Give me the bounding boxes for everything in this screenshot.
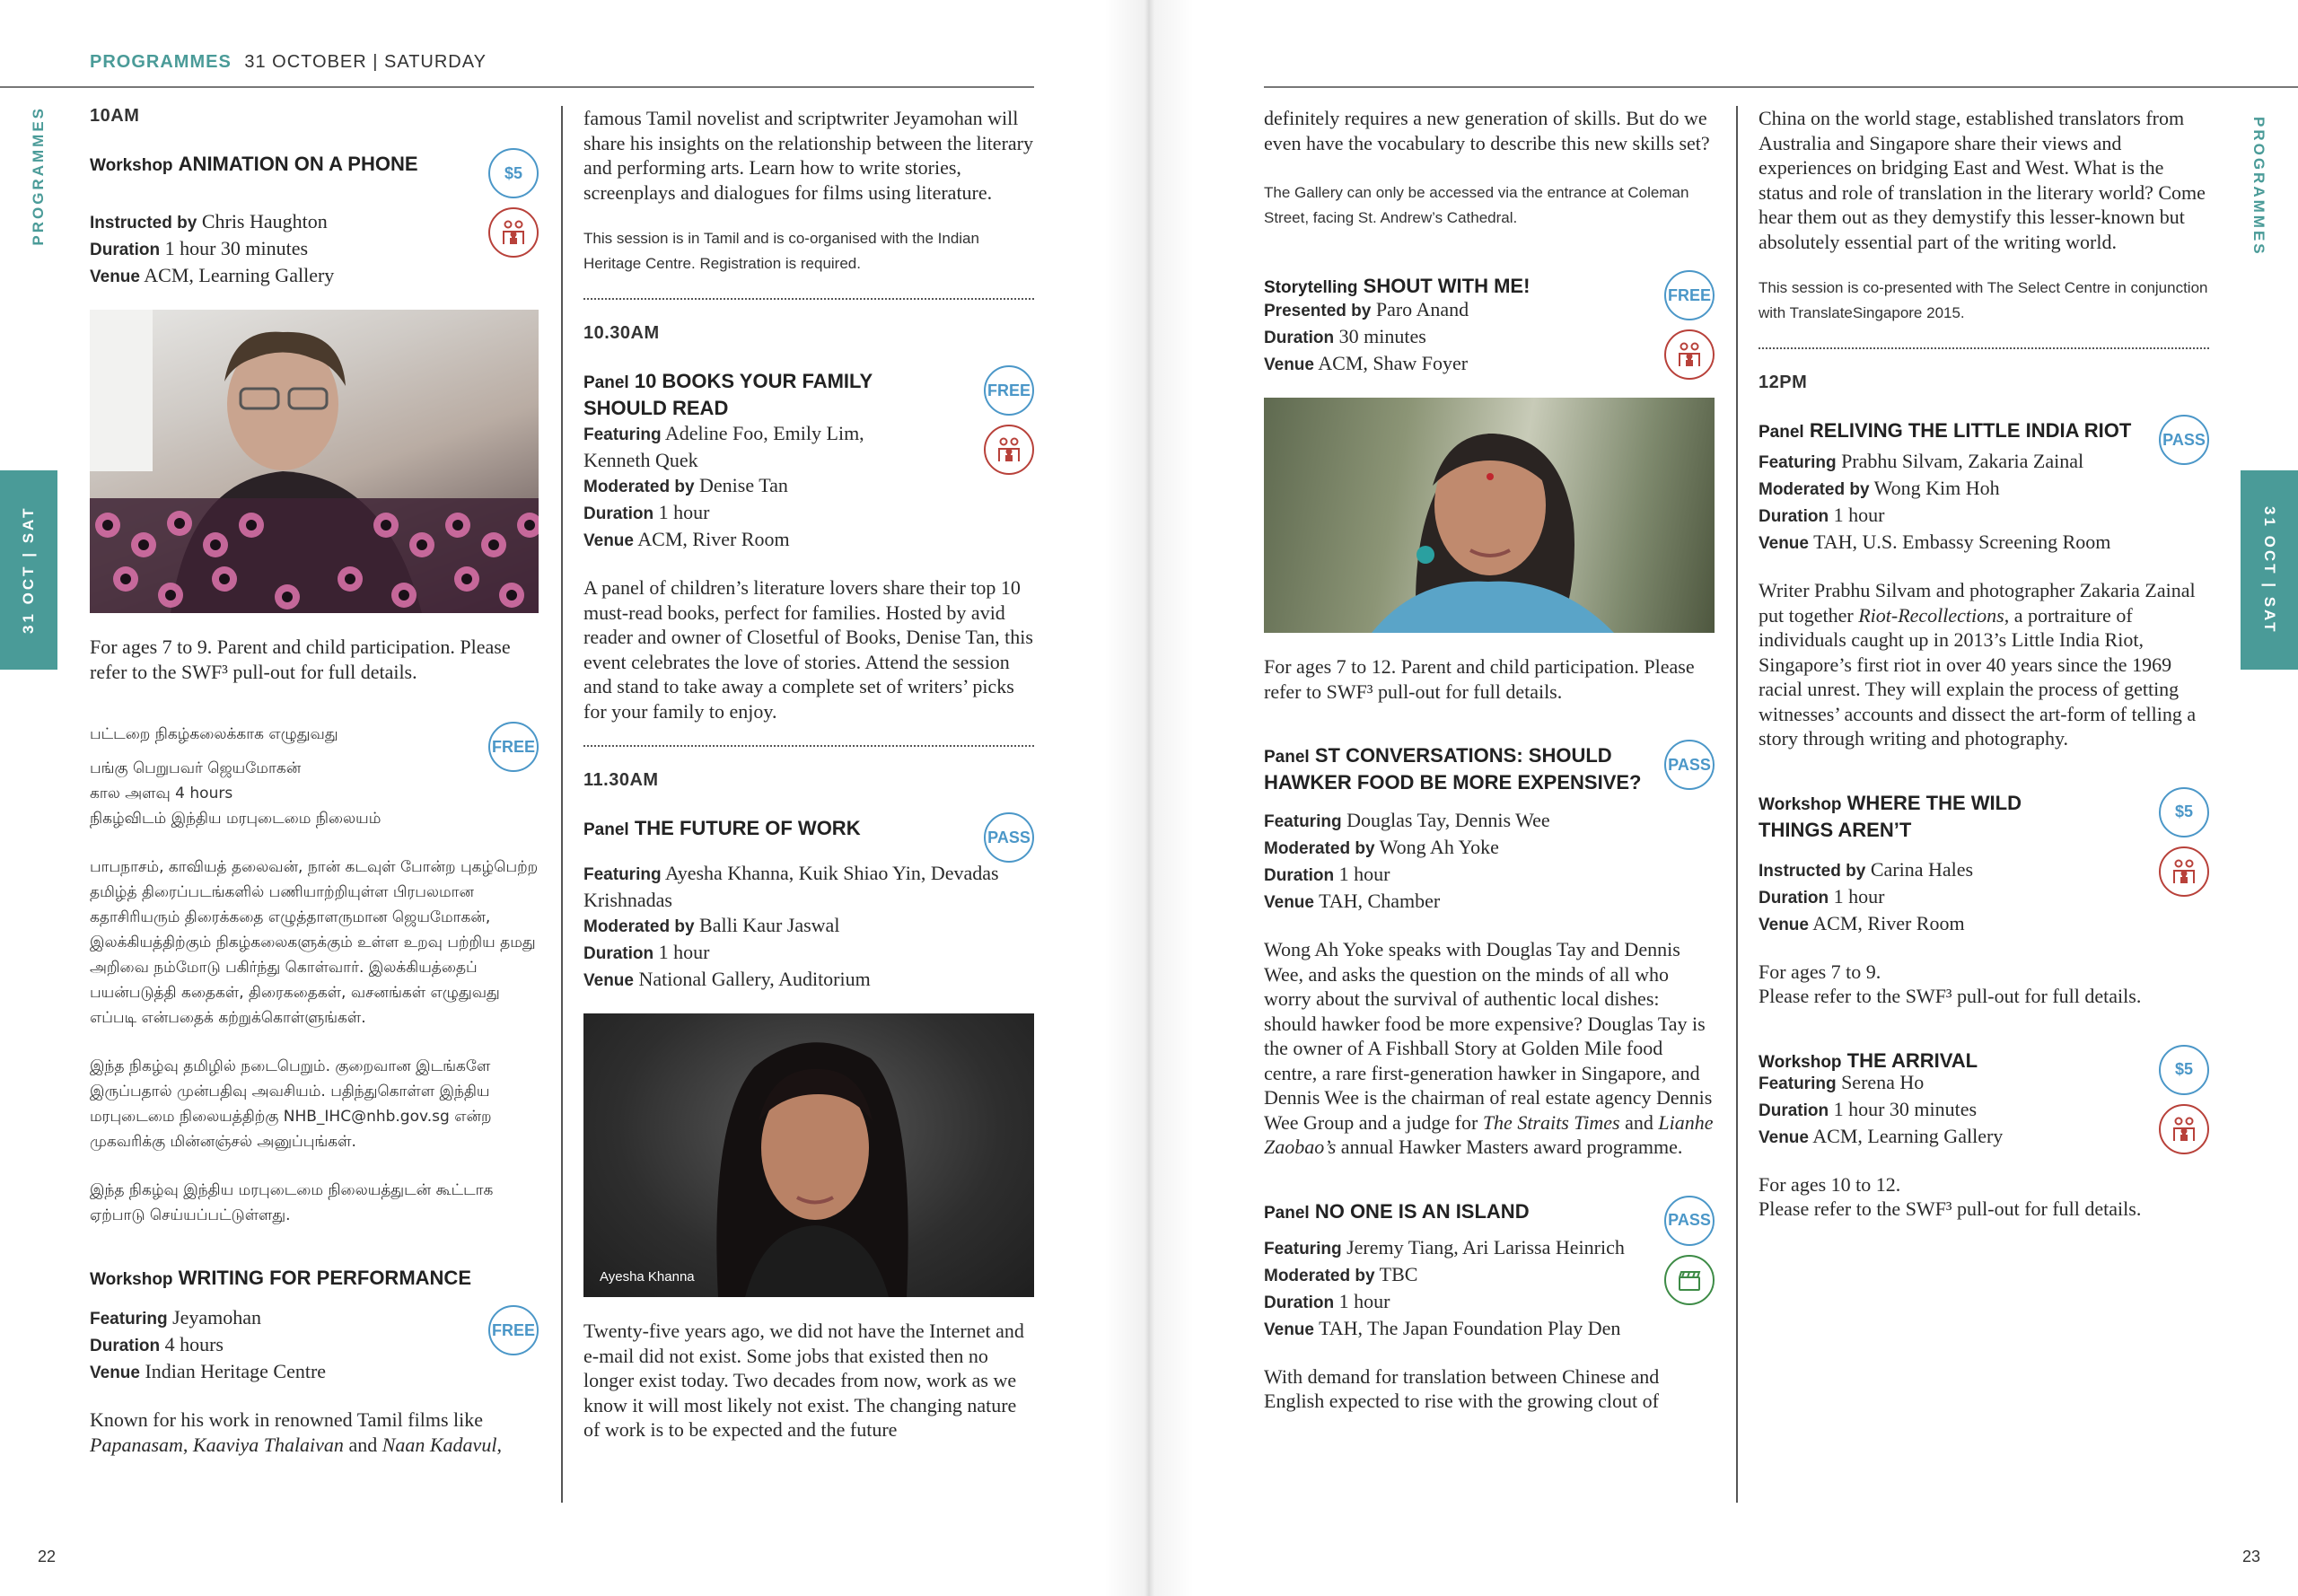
meta-value: ACM, Shaw Foyer — [1318, 352, 1469, 374]
tamil-meta-line: பங்கு பெறுபவர் ஜெயமோகன் — [90, 759, 302, 777]
photo-caption: Ayesha Khanna — [600, 1269, 695, 1285]
family-icon — [1664, 329, 1715, 380]
meta-label: Duration — [583, 504, 654, 523]
header-rule — [0, 86, 1034, 88]
family-icon — [2159, 846, 2209, 897]
session-note: The Gallery can only be accessed via the entrance at Coleman Street, facing St. Andrew’s Cathedral. — [1264, 184, 1689, 226]
event-title — [90, 1262, 471, 1293]
event-future-of-work — [583, 812, 1034, 1443]
pass-badge: PASS — [1664, 1196, 1715, 1246]
meta-label: Venue — [1264, 355, 1314, 374]
column-2 — [583, 106, 1034, 1443]
meta-label: Duration — [90, 1337, 161, 1355]
photo-paro-anand — [1264, 398, 1715, 633]
publication-title: The Straits Times — [1482, 1110, 1620, 1134]
event-description — [1759, 578, 2209, 751]
event-meta — [1759, 1070, 2209, 1151]
event-the-arrival — [1759, 1045, 2209, 1222]
price-badge: $5 — [2159, 787, 2209, 837]
pass-badge: PASS — [984, 812, 1034, 863]
family-icon — [488, 207, 539, 258]
event-name: WHERE THE WILD THINGS AREN’T — [1759, 791, 2022, 841]
meta-value: 1 hour — [1833, 504, 1885, 526]
body-text: Known for his work in renowned Tamil films like — [90, 1408, 483, 1431]
event-title — [1759, 415, 2131, 445]
event-where-the-wild-things-arent — [1759, 787, 2209, 1009]
date-tab-label: 31 OCT | SAT — [2261, 505, 2278, 635]
meta-value: 1 hour 30 minutes — [1833, 1097, 1978, 1120]
meta-value: 1 hour — [1338, 1289, 1390, 1312]
event-description: For ages 7 to 12. Parent and child participation. Please refer to SWF³ pull-out for full details. — [1264, 655, 1695, 703]
event-title — [583, 812, 861, 843]
date-tab — [2241, 470, 2298, 670]
meta-value: Indian Heritage Centre — [145, 1360, 327, 1382]
meta-value: Adeline Foo, Emily Lim, Kenneth Quek — [583, 422, 864, 471]
meta-value: 1 hour — [1833, 884, 1885, 908]
meta-value: ACM, Learning Gallery — [1812, 1124, 2004, 1147]
meta-label: Duration — [1264, 1293, 1335, 1312]
free-badge: FREE — [488, 722, 539, 772]
meta-value: Balli Kaur Jaswal — [699, 914, 840, 936]
meta-value: ACM, River Room — [637, 528, 790, 550]
body-text: and — [343, 1433, 382, 1456]
meta-label: Instructed by — [1759, 861, 1866, 881]
event-meta — [1264, 297, 1715, 378]
photo-chris-haughton — [90, 310, 539, 613]
meta-label: Venue — [583, 971, 634, 990]
event-writing-for-performance — [90, 1262, 539, 1457]
meta-label: Venue — [90, 267, 140, 286]
meta-value: Paro Anand — [1375, 298, 1469, 320]
meta-value: Ayesha Khanna, Kuik Shiao Yin, Devadas Krishnadas — [583, 862, 999, 911]
event-type: Panel — [1264, 748, 1310, 767]
body-text: Writer Prabhu Silvam and photographer Zakaria Zainal put together — [1759, 579, 2196, 627]
meta-label: Duration — [1759, 507, 1829, 526]
event-animation-on-a-phone — [90, 148, 539, 684]
free-badge: FREE — [1664, 270, 1715, 320]
tamil-paragraph: இந்த நிகழ்வு இந்திய மரபுடைமை நிலையத்துடன் கூட்டாக ஏற்பாடு செய்யப்பட்டுள்ளது. — [90, 1181, 494, 1224]
event-little-india-riot — [1759, 415, 2209, 751]
event-10-books — [583, 365, 1034, 723]
meta-value: TAH, Chamber — [1319, 890, 1441, 912]
event-name: WRITING FOR PERFORMANCE — [178, 1267, 471, 1289]
meta-label: Venue — [90, 1364, 140, 1382]
meta-value: 1 hour 30 minutes — [164, 237, 309, 259]
pass-badge: PASS — [1664, 740, 1715, 790]
body-text: annual Hawker Masters award programme. — [1336, 1136, 1683, 1158]
header-section: PROGRAMMES — [90, 52, 232, 72]
body-text: and — [1619, 1110, 1659, 1134]
event-name: SHOUT WITH ME! — [1363, 275, 1531, 297]
price-badge: $5 — [2159, 1045, 2209, 1095]
meta-label: Duration — [1264, 866, 1335, 885]
film-title: Naan Kadavul — [382, 1433, 497, 1456]
tamil-meta-line: கால அளவு 4 hours — [90, 785, 233, 802]
dotted-divider — [583, 745, 1034, 747]
event-meta — [1759, 449, 2209, 557]
event-title — [1264, 740, 1659, 795]
continued-description: definitely requires a new generation of skills. But do we even have the vocabulary to describe this new skills set? — [1264, 107, 1710, 154]
book-gutter-shadow — [1104, 0, 1194, 1596]
event-meta — [583, 421, 925, 554]
meta-label: Venue — [583, 531, 634, 550]
meta-label: Venue — [1264, 893, 1314, 912]
meta-label: Venue — [1759, 1127, 1809, 1147]
tamil-meta — [90, 756, 539, 831]
header-date: 31 OCTOBER | SATURDAY — [244, 52, 487, 72]
meta-value: 30 minutes — [1338, 325, 1426, 347]
free-badge: FREE — [488, 1305, 539, 1355]
body-text: Wong Ah Yoke speaks with Douglas Tay and Dennis Wee, and asks the question on the minds of all who worry about the survival of authentic local dishes: should hawker food be more expensive? Douglas Tay is the owner of A Fishball Story at Golden Mile food centre, a rare first-generation hawker in Singapore, and Dennis Wee is the chairman of real estate agency Dennis Wee Group and a judge for — [1264, 938, 1713, 1134]
meta-value: Chris Haughton — [201, 210, 328, 232]
tamil-title: பட்டறை நிகழ்கலைக்காக எழுதுவது — [90, 725, 338, 743]
event-description: A panel of children’s literature lovers share their top 10 must-read books, perfect for families. Hosted by avid reader and owner of Closetful of Books, Denise Tan, this event celebrates the love of stories. Attend the session and stand to take away a complete set of writers’ picks for your family to enjoy. — [583, 576, 1033, 723]
body-line: Please refer to the SWF³ pull-out for full details. — [1759, 1197, 2142, 1220]
meta-value: 1 hour — [658, 501, 710, 523]
meta-value: 1 hour — [658, 941, 710, 963]
event-title — [583, 365, 907, 421]
body-line: Please refer to the SWF³ pull-out for full details. — [1759, 985, 2142, 1007]
event-description — [1264, 937, 1715, 1160]
right-page — [1149, 0, 2298, 1596]
family-icon — [984, 425, 1034, 475]
body-text: , — [182, 1433, 193, 1456]
family-icon — [2159, 1104, 2209, 1154]
column-3 — [1264, 106, 1715, 1414]
meta-value: TBC — [1379, 1262, 1418, 1285]
page-number-left: 22 — [38, 1548, 57, 1565]
time-label: 12PM — [1759, 373, 1808, 392]
body-text: , — [496, 1433, 502, 1456]
meta-value: Denise Tan — [699, 474, 788, 496]
event-meta — [1264, 1235, 1659, 1343]
event-description — [90, 1407, 539, 1457]
meta-value: 4 hours — [164, 1333, 224, 1355]
pass-badge: PASS — [2159, 415, 2209, 465]
body-line: For ages 10 to 12. — [1759, 1172, 1901, 1196]
meta-label: Duration — [1264, 329, 1335, 347]
meta-label: Venue — [1759, 915, 1809, 934]
free-badge: FREE — [984, 365, 1034, 416]
event-name: ANIMATION ON A PHONE — [178, 153, 418, 175]
meta-label: Duration — [1759, 1101, 1829, 1120]
body-text: , a portraiture of individuals caught up in 2013’s Little India Riot, Singapore’s first riot in over 40 years since the 1969 racial unrest. They will explain the process of getting witnesses’ accounts and dissect the art-form of telling a story through writing and photography. — [1759, 603, 2197, 750]
meta-label: Duration — [90, 241, 161, 259]
event-meta — [90, 209, 539, 290]
event-description: With demand for translation between Chinese and English expected to rise with the growing clout of — [1264, 1364, 1660, 1412]
publication-title: Lianhe Zaobao’s — [1264, 1110, 1714, 1158]
event-description — [1759, 1172, 2209, 1222]
meta-value: Wong Ah Yoke — [1379, 836, 1499, 858]
event-name: THE ARRIVAL — [1846, 1048, 1978, 1072]
meta-value: ACM, River Room — [1812, 911, 1965, 934]
meta-value: Carina Hales — [1870, 857, 1974, 881]
meta-label: Duration — [1759, 888, 1829, 908]
event-title — [90, 148, 418, 179]
film-title: Kaaviya Thalaivan — [192, 1433, 344, 1456]
event-name: RELIVING THE LITTLE INDIA RIOT — [1809, 419, 2132, 442]
meta-value: TAH, The Japan Foundation Play Den — [1319, 1316, 1621, 1339]
meta-value: National Gallery, Auditorium — [638, 968, 871, 990]
event-meta — [90, 1305, 326, 1386]
continued-description: China on the world stage, established translators from Australia and Singapore share their views and experiences on bridging East and West. What is the status and role of translation in the literary world? Come hear them out as they demystify this lesser-known but absolutely essential part of the writing world. — [1759, 107, 2206, 253]
column-4 — [1759, 106, 2209, 1222]
event-name: THE FUTURE OF WORK — [634, 817, 861, 839]
event-description: For ages 7 to 9. Parent and child participation. Please refer to the SWF³ pull-out for full details. — [90, 636, 511, 683]
event-type: Workshop — [1759, 794, 1842, 814]
meta-value: 1 hour — [1338, 863, 1390, 885]
event-type: Storytelling — [1264, 278, 1358, 297]
event-type: Panel — [583, 373, 629, 392]
meta-label: Venue — [1759, 534, 1809, 553]
time-label: 10.30AM — [583, 323, 660, 343]
time-label: 10AM — [90, 106, 140, 126]
session-note: This session is co-presented with The Select Centre in conjunction with TranslateSingapore 2015. — [1759, 279, 2208, 321]
event-title — [1759, 787, 2082, 843]
event-description — [1759, 960, 2209, 1009]
event-shout-with-me — [1264, 270, 1715, 704]
event-meta — [583, 861, 1034, 994]
meta-value: Douglas Tay, Dennis Wee — [1346, 809, 1550, 831]
tamil-paragraph: பாபநாசம், காவியத் தலைவன், நான் கடவுள் போன்ற புகழ்பெற்ற தமிழ்த் திரைப்படங்களில் பணியாற்றியுள்ள பிரபலமான கதாசிரியரும் திரைக்கதை எழுத்தாளருமான ஜெயமோகன், இலக்கியத்திற்கும் நிகழ்கலைகளுக்கும் உள்ள உறவு பற்றிய தமது அறிவை நம்மோடு பகிர்ந்து கொள்வார். இலக்கியத்தைப் பயன்படுத்தி கதைகள், திரைகதைகள், வசனங்கள் எழுதுவது எப்படி என்பதைக் கற்றுக்கொள்ளுங்கள். — [90, 858, 539, 1027]
meta-value: Wong Kim Hoh — [1873, 477, 2000, 499]
meta-label: Featuring — [583, 425, 662, 444]
event-no-one-is-an-island — [1264, 1196, 1715, 1414]
session-note: This session is in Tamil and is co-organised with the Indian Heritage Centre. Registration is required. — [583, 230, 979, 272]
meta-label: Featuring — [1759, 453, 1837, 472]
meta-label: Featuring — [1759, 1074, 1837, 1093]
event-description: Twenty-five years ago, we did not have the Internet and e-mail did not exist. Some jobs that existed then no longer exist today. Two decades from now, work as we know it will most likely not exist. The changing nature of work is to be expected and the future — [583, 1320, 1024, 1441]
event-title — [1264, 1196, 1530, 1226]
meta-label: Instructed by — [90, 214, 197, 232]
column-divider — [561, 106, 563, 1503]
price-badge: $5 — [488, 148, 539, 198]
meta-label: Moderated by — [1264, 1266, 1375, 1285]
photo-ayesha-khanna — [583, 1013, 1034, 1297]
meta-label: Duration — [583, 944, 654, 963]
event-name: 10 BOOKS YOUR FAMILY SHOULD READ — [583, 370, 873, 419]
event-name: NO ONE IS AN ISLAND — [1314, 1199, 1530, 1223]
tamil-meta-line: நிகழ்விடம் இந்திய மரபுடைமை நிலையம் — [90, 810, 382, 828]
time-label: 11.30AM — [583, 770, 659, 790]
meta-label: Featuring — [1264, 1239, 1342, 1258]
meta-label: Moderated by — [1264, 839, 1375, 858]
event-hawker-food — [1264, 740, 1715, 1160]
book-title: Riot-Recollections — [1858, 603, 2004, 627]
film-clapper-icon — [1664, 1255, 1715, 1305]
film-title: Papanasam — [90, 1433, 183, 1456]
event-tamil-listing — [90, 722, 539, 1228]
meta-value: Jeyamohan — [172, 1306, 262, 1329]
event-type: Workshop — [90, 1270, 173, 1289]
meta-label: Moderated by — [583, 917, 695, 936]
date-tab-label: 31 OCT | SAT — [20, 505, 37, 635]
continued-description: famous Tamil novelist and scriptwriter Jeyamohan will share his insights on the relationship between the literary and performing arts. Learn how to write stories, screenplays and dialogues for films using literature. — [583, 107, 1033, 204]
header-rule — [1264, 86, 2298, 88]
meta-value: TAH, U.S. Embassy Screening Room — [1813, 531, 2111, 553]
tamil-paragraph: இந்த நிகழ்வு தமிழில் நடைபெறும். குறைவான இடங்களே இருப்பதால் முன்பதிவு அவசியம். பதிந்துகொள்ள இந்திய மரபுடைமை நிலையத்திற்கு NHB_IHC@nhb.gov.sg என்ற முகவரிக்கு மின்னஞ்சல் அனுப்புங்கள். — [90, 1057, 492, 1151]
meta-label: Featuring — [583, 865, 662, 884]
event-meta — [1759, 857, 2209, 938]
meta-label: Moderated by — [583, 478, 695, 496]
event-type: Panel — [1759, 423, 1804, 442]
event-type: Workshop — [1759, 1052, 1842, 1072]
meta-value: Serena Ho — [1841, 1070, 1925, 1093]
event-type: Panel — [583, 820, 629, 839]
body-line: For ages 7 to 9. — [1759, 960, 1881, 983]
event-type: Panel — [1264, 1203, 1310, 1223]
event-type: Workshop — [90, 156, 173, 175]
column-divider — [1736, 106, 1738, 1503]
meta-label: Moderated by — [1759, 480, 1870, 499]
event-name: ST CONVERSATIONS: SHOULD HAWKER FOOD BE MORE EXPENSIVE? — [1264, 744, 1642, 794]
meta-value: Prabhu Silvam, Zakaria Zainal — [1841, 450, 2084, 472]
event-title — [1264, 270, 1530, 301]
meta-value: Jeremy Tiang, Ari Larissa Heinrich — [1346, 1235, 1625, 1258]
dotted-divider — [1759, 347, 2209, 349]
page-header — [90, 52, 487, 73]
meta-label: Featuring — [90, 1310, 168, 1329]
column-1 — [90, 106, 539, 1457]
dotted-divider — [583, 298, 1034, 300]
meta-label: Venue — [1264, 1320, 1314, 1339]
meta-label: Featuring — [1264, 812, 1342, 831]
event-meta — [1264, 808, 1715, 916]
meta-value: ACM, Learning Gallery — [144, 264, 335, 286]
side-label-programmes: PROGRAMMES — [30, 106, 47, 246]
date-tab — [0, 470, 57, 670]
meta-label: Presented by — [1264, 302, 1372, 320]
page-number-right: 23 — [2241, 1548, 2260, 1565]
side-label-programmes: PROGRAMMES — [2250, 117, 2267, 257]
